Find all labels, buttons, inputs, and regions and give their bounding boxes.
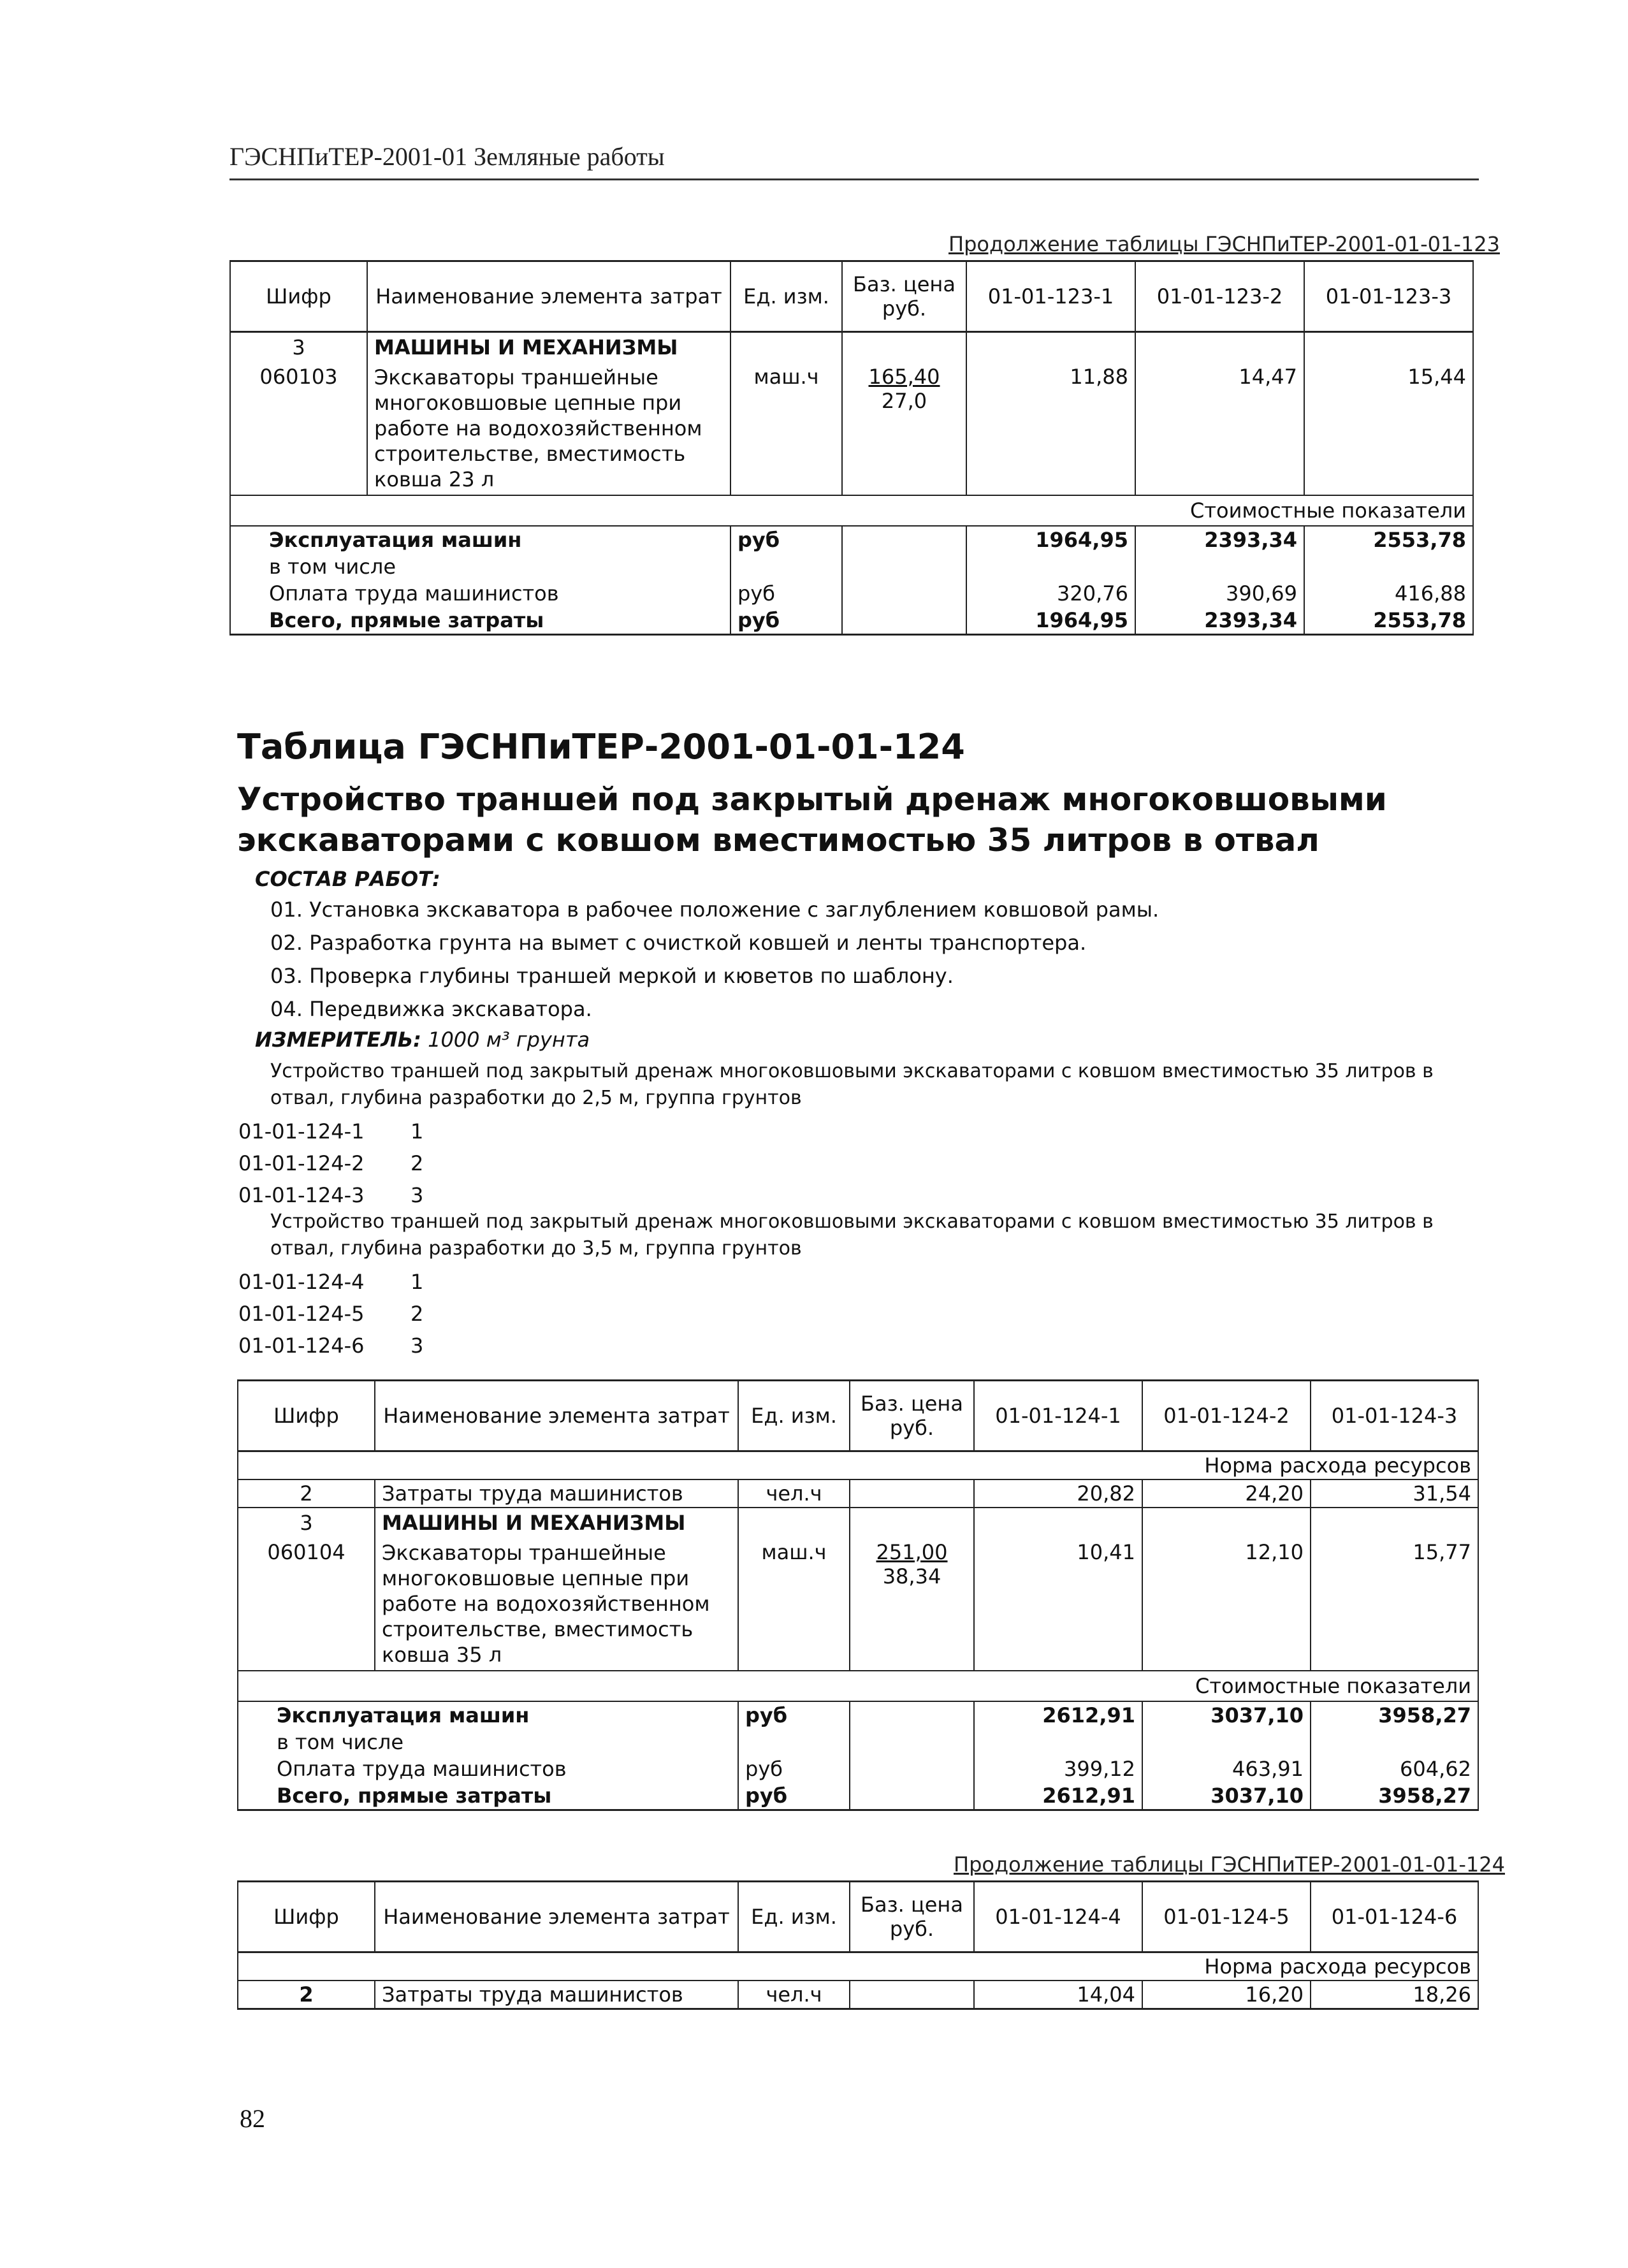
header-rule xyxy=(229,178,1479,180)
section-number: 3 xyxy=(238,1508,375,1537)
table-124-part2 xyxy=(237,1880,1479,2010)
cost-unit: руб xyxy=(730,607,842,635)
resource-unit: маш.ч xyxy=(738,1537,850,1671)
group-description: Устройство траншей под закрытый дренаж многоковшовыми экскаваторами с ковшом вместимостью 35 литров в отвал, глубина разработки до 2,5 м, группа грунтов xyxy=(270,1060,1434,1109)
resource-row xyxy=(230,362,1473,495)
cost-value: 463,91 xyxy=(1142,1756,1311,1782)
resource-code: 060103 xyxy=(230,362,367,495)
table-123 xyxy=(229,260,1474,636)
cost-row xyxy=(230,580,1473,607)
labor-value: 18,26 xyxy=(1311,1981,1478,2009)
cost-value: 1964,95 xyxy=(966,526,1135,553)
labor-number: 2 xyxy=(238,1981,375,2009)
col-name-header: Наименование элемента затрат xyxy=(375,1882,738,1952)
cost-value: 1964,95 xyxy=(966,607,1135,635)
norm-code: 01-01-124-2 xyxy=(238,1151,365,1175)
resource-price-main: 251,00 xyxy=(876,1540,948,1564)
labor-unit: чел.ч xyxy=(738,1479,850,1508)
labor-value: 16,20 xyxy=(1142,1981,1311,2009)
cost-label: в том числе xyxy=(230,553,730,580)
labor-row xyxy=(238,1981,1478,2009)
col-code-4: 01-01-124-4 xyxy=(974,1882,1142,1952)
soil-group: 3 xyxy=(411,1334,424,1358)
cost-label: Всего, прямые затраты xyxy=(230,607,730,635)
measure-line xyxy=(255,1028,590,1052)
section-row xyxy=(230,332,1473,363)
cost-row xyxy=(238,1701,1478,1729)
resource-price-labor: 27,0 xyxy=(881,389,927,413)
table-124-caption: Продолжение таблицы ГЭСНПиТЕР-2001-01-01-124 xyxy=(954,1852,1505,1877)
measure-value: 1000 м³ грунта xyxy=(428,1028,590,1052)
cost-band-label: Стоимостные показатели xyxy=(238,1671,1478,1701)
table-123-caption: Продолжение таблицы ГЭСНПиТЕР-2001-01-01-123 xyxy=(948,232,1500,256)
cost-label: в том числе xyxy=(238,1729,738,1756)
norm-band-label: Норма расхода ресурсов xyxy=(238,1451,1478,1480)
section-row xyxy=(238,1508,1478,1537)
col-name-header: Наименование элемента затрат xyxy=(375,1381,738,1451)
cost-value: 2393,34 xyxy=(1135,607,1304,635)
cost-label: Оплата труда машинистов xyxy=(238,1756,738,1782)
labor-row xyxy=(238,1479,1478,1508)
col-price-header: Баз. цена руб. xyxy=(850,1381,974,1451)
col-code-6: 01-01-124-6 xyxy=(1311,1882,1478,1952)
table-header-row xyxy=(230,261,1473,332)
labor-value: 14,04 xyxy=(974,1981,1142,2009)
cost-value: 3958,27 xyxy=(1311,1701,1478,1729)
group-description: Устройство траншей под закрытый дренаж многоковшовыми экскаваторами с ковшом вместимостью 35 литров в отвал, глубина разработки до 3,5 м, группа грунтов xyxy=(270,1210,1434,1260)
col-code-header: Шифр xyxy=(238,1381,375,1451)
soil-group: 2 xyxy=(411,1302,424,1326)
norm-code: 01-01-124-5 xyxy=(238,1302,365,1326)
norm-code: 01-01-124-3 xyxy=(238,1183,365,1207)
code-row xyxy=(238,1302,423,1326)
soil-group: 1 xyxy=(411,1119,424,1144)
code-row xyxy=(238,1151,423,1175)
cost-row xyxy=(238,1729,1478,1756)
resource-row xyxy=(238,1537,1478,1671)
section-title: МАШИНЫ И МЕХАНИЗМЫ xyxy=(367,332,730,363)
table-124-part1 xyxy=(237,1379,1479,1811)
cost-unit: руб xyxy=(738,1756,850,1782)
cost-row xyxy=(230,526,1473,553)
resource-price-labor: 38,34 xyxy=(882,1564,941,1588)
cost-value: 2393,34 xyxy=(1135,526,1304,553)
cost-band-label: Стоимостные показатели xyxy=(230,495,1473,526)
col-unit-header: Ед. изм. xyxy=(738,1882,850,1952)
running-header: ГЭСНПиТЕР-2001-01 Земляные работы xyxy=(229,142,665,171)
work-step: 04. Передвижка экскаватора. xyxy=(270,997,592,1021)
cost-label: Эксплуатация машин xyxy=(238,1701,738,1729)
work-step: 03. Проверка глубины траншей меркой и кюветов по шаблону. xyxy=(270,964,954,988)
resource-name: Экскаваторы траншейные многоковшовые цепные при работе на водохозяйственном строительстве, вместимость ковша 23 л xyxy=(367,362,730,495)
labor-value: 31,54 xyxy=(1311,1479,1478,1508)
cost-label: Оплата труда машинистов xyxy=(230,580,730,607)
soil-group: 3 xyxy=(411,1183,424,1207)
cost-row xyxy=(230,607,1473,635)
cost-value: 2553,78 xyxy=(1304,607,1473,635)
resource-price-main: 165,40 xyxy=(868,365,940,389)
section-number: 3 xyxy=(230,332,367,363)
col-price-header: Баз. цена руб. xyxy=(842,261,966,332)
cost-value: 320,76 xyxy=(966,580,1135,607)
resource-unit: маш.ч xyxy=(730,362,842,495)
col-code-2: 01-01-124-2 xyxy=(1142,1381,1311,1451)
cost-value: 2553,78 xyxy=(1304,526,1473,553)
norm-band-label: Норма расхода ресурсов xyxy=(238,1952,1478,1981)
cost-row xyxy=(238,1782,1478,1810)
code-row xyxy=(238,1119,423,1144)
resource-value: 11,88 xyxy=(966,362,1135,495)
resource-value: 12,10 xyxy=(1142,1537,1311,1671)
cost-label: Эксплуатация машин xyxy=(230,526,730,553)
norm-band-row xyxy=(238,1451,1478,1480)
labor-name: Затраты труда машинистов xyxy=(375,1479,738,1508)
cost-value: 2612,91 xyxy=(974,1782,1142,1810)
code-row xyxy=(238,1270,423,1294)
resource-value: 15,44 xyxy=(1304,362,1473,495)
col-price-header: Баз. цена руб. xyxy=(850,1882,974,1952)
code-row xyxy=(238,1334,423,1358)
soil-group: 1 xyxy=(411,1270,424,1294)
measure-label: ИЗМЕРИТЕЛЬ: xyxy=(255,1028,421,1052)
labor-value: 24,20 xyxy=(1142,1479,1311,1508)
section-subtitle: Устройство траншей под закрытый дренаж многоковшовыми экскаваторами с ковшом вместимостью 35 литров в отвал xyxy=(237,781,1387,859)
cost-unit: руб xyxy=(730,580,842,607)
table-header-row xyxy=(238,1882,1478,1952)
cost-value: 604,62 xyxy=(1311,1756,1478,1782)
cost-value: 390,69 xyxy=(1135,580,1304,607)
labor-unit: чел.ч xyxy=(738,1981,850,2009)
col-code-1: 01-01-124-1 xyxy=(974,1381,1142,1451)
col-unit-header: Ед. изм. xyxy=(738,1381,850,1451)
cost-value: 416,88 xyxy=(1304,580,1473,607)
col-unit-header: Ед. изм. xyxy=(730,261,842,332)
col-name-header: Наименование элемента затрат xyxy=(367,261,730,332)
resource-price xyxy=(850,1537,974,1671)
works-label: СОСТАВ РАБОТ: xyxy=(255,867,440,891)
resource-value: 15,77 xyxy=(1311,1537,1478,1671)
cost-label: Всего, прямые затраты xyxy=(238,1782,738,1810)
resource-code: 060104 xyxy=(238,1537,375,1671)
col-code-2: 01-01-123-2 xyxy=(1135,261,1304,332)
resource-value: 10,41 xyxy=(974,1537,1142,1671)
cost-value: 3958,27 xyxy=(1311,1782,1478,1810)
col-code-header: Шифр xyxy=(238,1882,375,1952)
labor-value: 20,82 xyxy=(974,1479,1142,1508)
work-step: 01. Установка экскаватора в рабочее положение с заглублением ковшовой рамы. xyxy=(270,898,1159,922)
resource-name: Экскаваторы траншейные многоковшовые цепные при работе на водохозяйственном строительстве, вместимость ковша 35 л xyxy=(375,1537,738,1671)
table-header-row xyxy=(238,1381,1478,1451)
work-step: 02. Разработка грунта на вымет с очисткой ковшей и ленты транспортера. xyxy=(270,931,1087,955)
cost-band-row xyxy=(230,495,1473,526)
col-code-1: 01-01-123-1 xyxy=(966,261,1135,332)
labor-name: Затраты труда машинистов xyxy=(375,1981,738,2009)
col-code-5: 01-01-124-5 xyxy=(1142,1882,1311,1952)
cost-unit: руб xyxy=(738,1701,850,1729)
section-title: Таблица ГЭСНПиТЕР-2001-01-01-124 xyxy=(237,727,965,767)
cost-value: 2612,91 xyxy=(974,1701,1142,1729)
cost-value: 3037,10 xyxy=(1142,1701,1311,1729)
resource-price xyxy=(842,362,966,495)
cost-value: 3037,10 xyxy=(1142,1782,1311,1810)
cost-band-row xyxy=(238,1671,1478,1701)
col-code-3: 01-01-124-3 xyxy=(1311,1381,1478,1451)
norm-code: 01-01-124-4 xyxy=(238,1270,365,1294)
section-title: МАШИНЫ И МЕХАНИЗМЫ xyxy=(375,1508,738,1537)
code-row xyxy=(238,1183,423,1207)
col-code-header: Шифр xyxy=(230,261,367,332)
resource-value: 14,47 xyxy=(1135,362,1304,495)
norm-code: 01-01-124-1 xyxy=(238,1119,365,1144)
norm-band-row xyxy=(238,1952,1478,1981)
cost-unit: руб xyxy=(730,526,842,553)
norm-code: 01-01-124-6 xyxy=(238,1334,365,1358)
cost-value: 399,12 xyxy=(974,1756,1142,1782)
cost-row xyxy=(230,553,1473,580)
cost-unit: руб xyxy=(738,1782,850,1810)
cost-row xyxy=(238,1756,1478,1782)
col-code-3: 01-01-123-3 xyxy=(1304,261,1473,332)
page-number: 82 xyxy=(240,2104,265,2133)
soil-group: 2 xyxy=(411,1151,424,1175)
labor-number: 2 xyxy=(238,1479,375,1508)
